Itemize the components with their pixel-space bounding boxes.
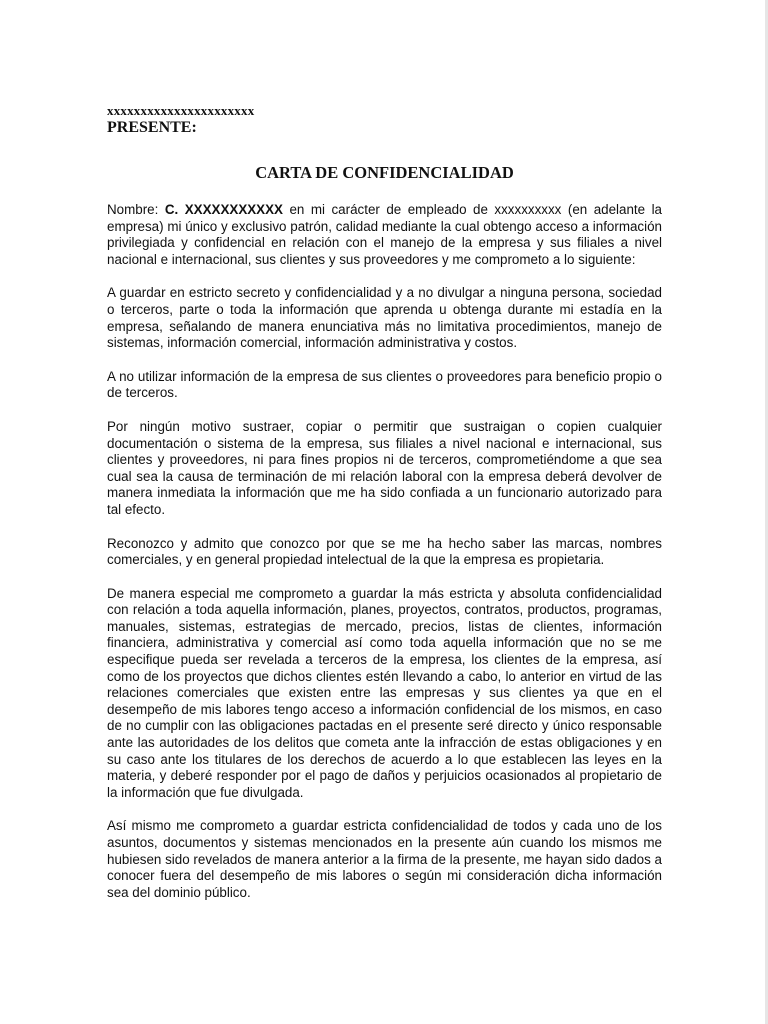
document-title: CARTA DE CONFIDENCIALIDAD	[255, 163, 514, 182]
clause-paragraph: Reconozco y admito que conozco por que se me ha hecho saber las marcas, nombres comerciales, y en general propiedad intelectual de la que la empresa es propietaria.	[107, 535, 662, 568]
clause-paragraph: A no utilizar información de la empresa de sus clientes o proveedores para beneficio propio o de terceros.	[107, 368, 662, 401]
clause-paragraph: De manera especial me comprometo a guardar la más estricta y absoluta confidencialidad con relación a toda aquella información, planes, proyectos, contratos, productos, programas, manuales, sistemas, estrategias de mercado, precios, listas de clientes, información financiera, administrativa y comercial así como toda aquella información que no se me especifique pueda ser revelada a terceros de la empresa, los clientes de la empresa, así como de los proyectos que dichos clientes estén llevando a cabo, lo anterior en virtud de las relaciones comerciales que existen entre las empresas y sus clientes ya que en el desempeño de mis labores tengo acceso a información confidencial de los mismos, en caso de no cumplir con las obligaciones pactadas en el presente seré directo y único responsable ante las autoridades de los delitos que cometa ante la infracción de estas obligaciones y en su caso ante los titulares de los derechos de acuerdo a lo que establecen las leyes en la materia, y deberé responder por el pago de daños y perjuicios ocasionados al propietario de la información que fue divulgada.	[107, 585, 662, 800]
name-label: Nombre:	[107, 202, 165, 217]
letter-body	[107, 103, 662, 918]
clause-paragraph: Por ningún motivo sustraer, copiar o permitir que sustraigan o copien cualquier documentación o sistema de la empresa, sus filiales a nivel nacional e internacional, sus clientes y proveedores, ni para fines propios ni de terceros, comprometiéndome a que sea cual sea la causa de terminación de mi relación laboral con la empresa deberá devolver de manera inmediata la información que me ha sido confiada a un funcionario autorizado para tal efecto.	[107, 418, 662, 517]
clause-paragraph: Así mismo me comprometo a guardar estricta confidencialidad de todos y cada uno de los asuntos, documentos y sistemas mencionados en la presente aún cuando los mismos me hubiesen sido revelados de manera anterior a la firma de la presente, me hayan sido dados a conocer fuera del desempeño de mis labores o según mi consideración dicha información sea del dominio público.	[107, 818, 662, 900]
clause-paragraph: A guardar en estricto secreto y confidencialidad y a no divulgar a ninguna persona, sociedad o terceros, parte o toda la información que aprenda u obtenga durante mi estadía en la empresa, señalando de manera enunciativa más no limitativa procedimientos, manejo de sistemas, información comercial, información administrativa y costos.	[107, 285, 662, 351]
salutation: PRESENTE:	[107, 119, 197, 136]
employee-name: C. XXXXXXXXXXX	[164, 202, 283, 217]
intro-paragraph	[107, 202, 662, 268]
recipient-line: xxxxxxxxxxxxxxxxxxxxxx	[107, 103, 255, 118]
intro-text: en mi carácter de empleado de xxxxxxxxxx (en adelante la empresa) mi único y exclusivo patrón, calidad mediante la cual obtengo acceso a información privilegiada y confidencial en relación con el manejo de la empresa y sus filiales a nivel nacional e internacional, sus clientes y sus proveedores y me comprometo a lo siguiente:	[107, 202, 663, 267]
